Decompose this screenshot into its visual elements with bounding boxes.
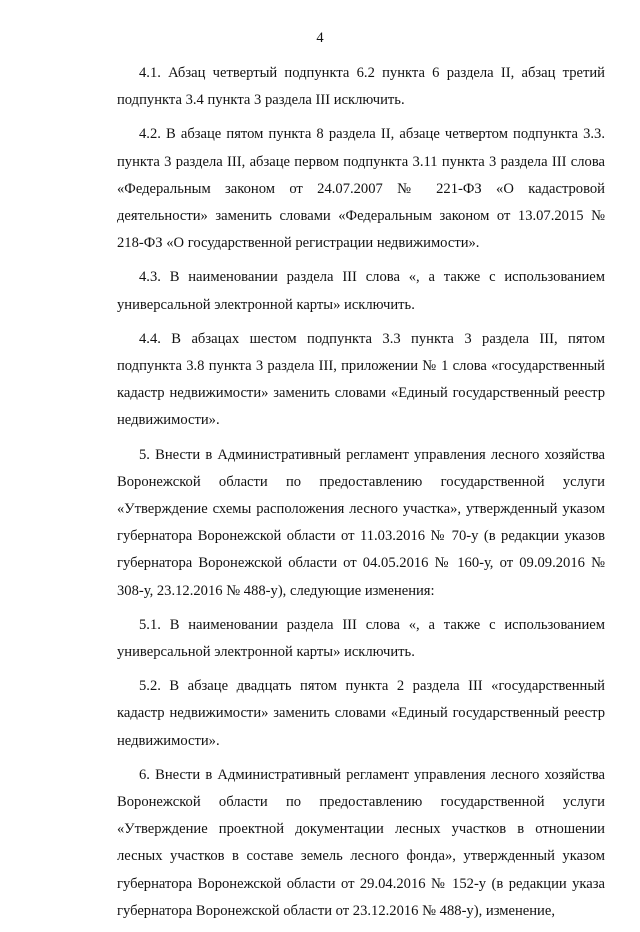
paragraph-5-2: 5.2. В абзаце двадцать пятом пункта 2 раздела III «государственный кадастр недвижимости» заменить словами «Единый государственный реестр недвижимости». bbox=[117, 678, 605, 749]
paragraph-4-2: 4.2. В абзаце пятом пункта 8 раздела II, абзаце четвертом подпункта 3.3. пункта 3 раздела III, абзаце первом подпункта 3.11 пункта 3 раздела III слова «Федеральным законом от 24.07.2007 № 221-ФЗ «О кадастровой деятельности» заменить словами «Федеральным законом от 13.07.2015 № 218-ФЗ «О государственной регистрации недвижимости». bbox=[117, 126, 605, 252]
paragraph-6: 6. Внести в Административный регламент управления лесного хозяйства Воронежской области по предоставлению государственной услуги «Утверждение проектной документации лесных участков в отношении лесных участков в составе земель лесного фонда», утвержденный указом губернатора Воронежской области от 29.04.2016 № 152-у (в редакции указа губернатора Воронежской области от 23.12.2016 № 488-у), изменение, bbox=[117, 766, 605, 919]
paragraph-5-1: 5.1. В наименовании раздела III слова «, а также с использованием универсальной электронной карты» исключить. bbox=[117, 616, 605, 661]
document-body bbox=[117, 60, 605, 932]
paragraph-5: 5. Внести в Административный регламент управления лесного хозяйства Воронежской области по предоставлению государственной услуги «Утверждение схемы расположения лесного участка», утвержденный указом губернатора Воронежской области от 11.03.2016 № 70-у (в редакции указов губернатора Воронежской области от 04.05.2016 № 160-у, от 09.09.2016 № 308-у, 23.12.2016 № 488-у), следующие изменения: bbox=[117, 446, 605, 599]
paragraph-4-3: 4.3. В наименовании раздела III слова «, а также с использованием универсальной электронной карты» исключить. bbox=[117, 269, 605, 313]
paragraph-4-4: 4.4. В абзацах шестом подпункта 3.3 пункта 3 раздела III, пятом подпункта 3.8 пункта 3 раздела III, приложении № 1 слова «государственный кадастр недвижимости» заменить словами «Единый государственный реестр недвижимости». bbox=[117, 330, 605, 429]
paragraph-4-1: 4.1. Абзац четвертый подпункта 6.2 пункта 6 раздела II, абзац третий подпункта 3.4 пункта 3 раздела III исключить. bbox=[117, 65, 605, 109]
page-number: 4 bbox=[316, 30, 324, 46]
